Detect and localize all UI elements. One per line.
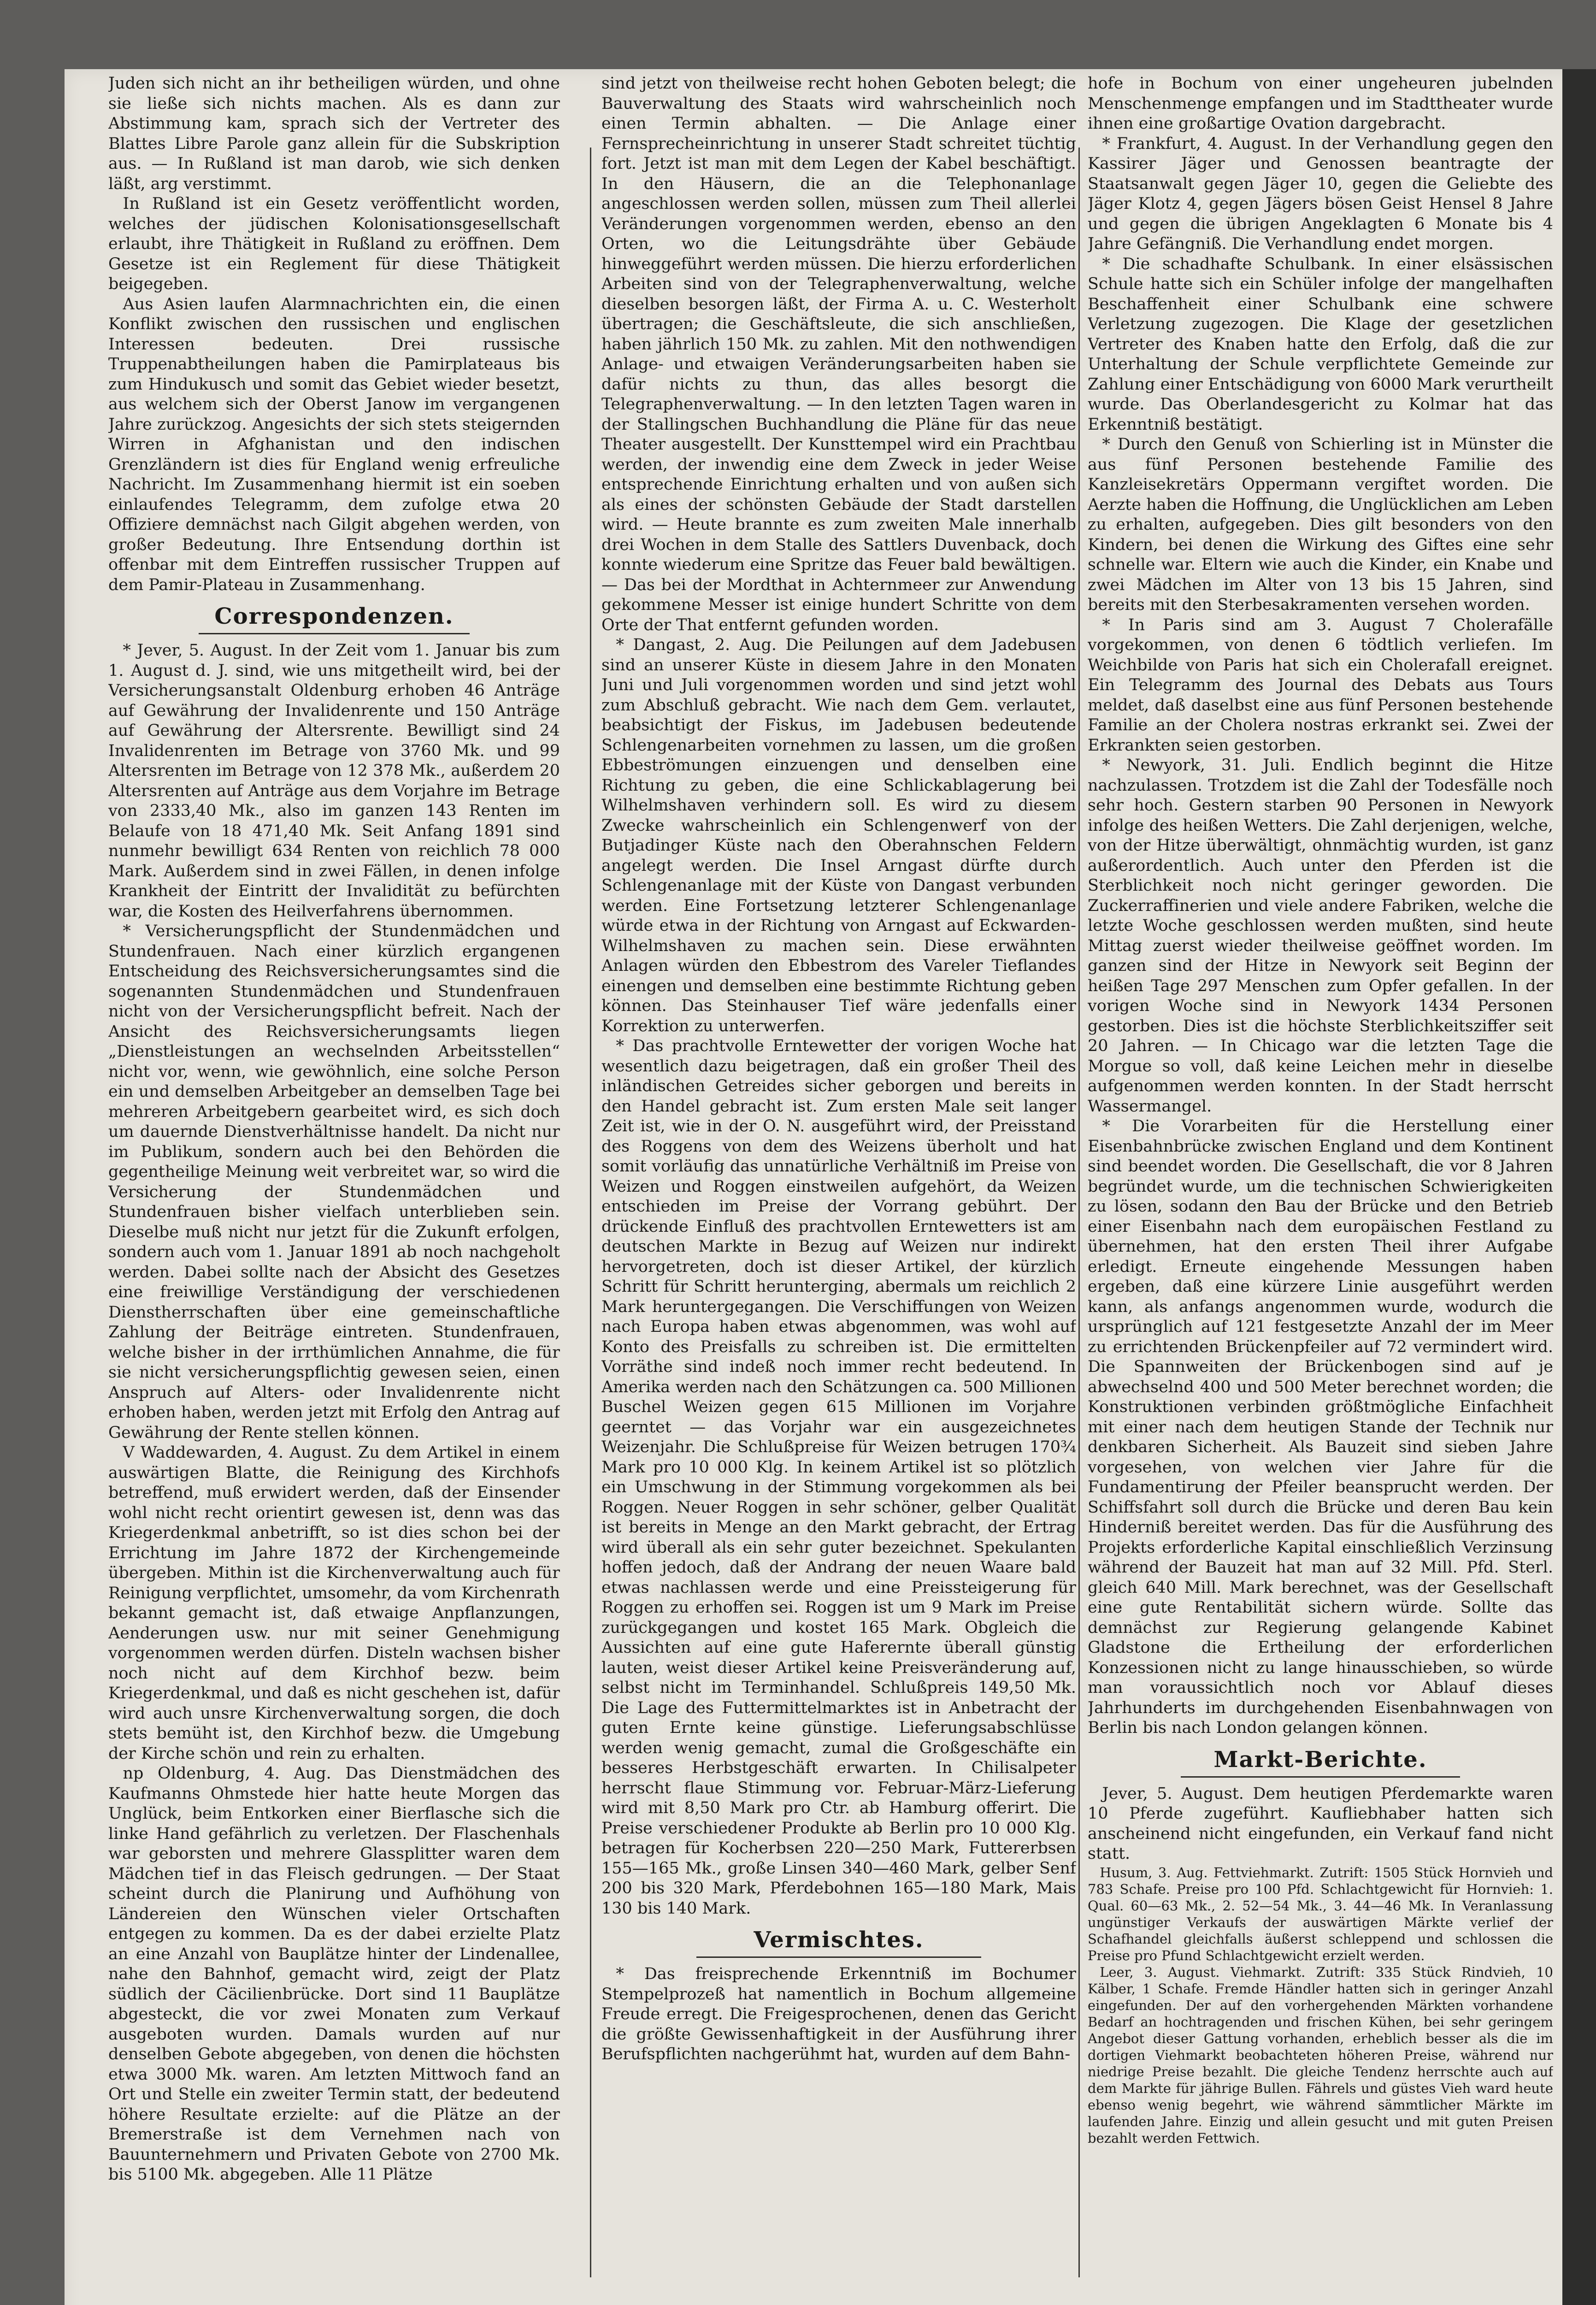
article-paragraph: * Durch den Genuß von Schierling ist in Münster die aus fünf Personen bestehende Familie des Kanzleisekretärs Oppermann vergiftet worden. Die Aerzte haben die Hoffnung, die Unglücklichen am Leben zu erhalten, aufgegeben. Dies gilt besonders von den Kindern, bei denen die Wirkung des Giftes eine sehr schnelle war. Eltern wie auch die Kinder, ein Knabe und zwei Mädchen im Alter von 13 bis 15 Jahren, sind bereits mit den Sterbesakramenten versehen worden.	[1088, 435, 1553, 614]
article-paragraph: V Waddewarden, 4. August. Zu dem Artikel in einem auswärtigen Blatte, die Reinigung des Kirchhofs betreffend, muß erwidert werden, daß der Einsender wohl nicht recht orientirt gewesen ist, denn was das Kriegerdenkmal anbetrifft, so ist dies schon bei der Errichtung im Jahre 1872 der Kirchengemeinde übergeben. Mithin ist die Kirchenverwaltung auch für Reinigung verpflichtet, umsomehr, da vom Kirchenrath bekannt gemacht ist, daß etwaige Anpflanzungen, Aenderungen usw. nur mit seiner Genehmigung vorgenommen werden dürfen. Disteln wachsen bisher noch nicht auf dem Kirchhof bezw. beim Kriegerdenkmal, und daß es nicht geschehen ist, dafür wird auch unsre Kirchenverwaltung sorgen, die doch stets bemüht ist, den Kirchhof bezw. die Umgebung der Kirche schön und rein zu erhalten.	[108, 1443, 560, 1763]
column-1	[108, 74, 560, 2273]
article-paragraph: Juden sich nicht an ihr betheiligen würden, und ohne sie ließe sich nichts machen. Als es dann zur Abstimmung kam, sprach sich der Vertreter des Blattes Libre Parole ganz allein für die Subskription aus. — In Rußland ist man darob, wie sich denken läßt, arg verstimmt.	[108, 74, 560, 193]
article-paragraph: * Die Vorarbeiten für die Herstellung einer Eisenbahnbrücke zwischen England und dem Kontinent sind beendet worden. Die Gesellschaft, die vor 8 Jahren begründet wurde, um die technischen Schwierigkeiten zu lösen, sodann den Bau der Brücke und den Betrieb einer Eisenbahn nach dem europäischen Festland zu übernehmen, hat den ersten Theil ihrer Aufgabe erledigt. Erneute eingehende Messungen haben ergeben, daß eine kürzere Linie ausgeführt werden kann, als anfangs angenommen wurde, wodurch die ursprünglich auf 121 festgesetzte Anzahl der im Meer zu errichtenden Brückenpfeiler auf 72 vermindert wird. Die Spannweiten der Brückenbogen sind auf je abwechselnd 400 und 500 Meter berechnet worden; die Konstruktionen verbinden größtmögliche Einfachheit mit einer nach dem heutigen Stande der Technik nur denkbaren Sicherheit. Als Bauzeit sind sieben Jahre vorgesehen, von welchen vier Jahre für die Fundamentirung der Pfeiler beansprucht werden. Der Schiffsfahrt soll durch die Brücke und deren Bau kein Hinderniß bereitet werden. Das für die Ausführung des Projekts erforderliche Kapital einschließlich Verzinsung während der Bauzeit hat man auf 32 Mill. Pfd. Sterl. gleich 640 Mill. Mark berechnet, was der Gesellschaft eine gute Rentabilität sichern würde. Sollte das demnächst zur Regierung gelangende Kabinet Gladstone die Ertheilung der erforderlichen Konzessionen nicht zu lange hinausschieben, so würde man voraussichtlich noch vor Ablauf dieses Jahrhunderts im durchgehenden Eisenbahnwagen von Berlin bis nach London gelangen können.	[1088, 1117, 1553, 1737]
article-paragraph: * Die schadhafte Schulbank. In einer elsässischen Schule hatte sich ein Schüler infolge der mangelhaften Beschaffenheit einer Schulbank eine schwere Verletzung zugezogen. Die Klage der gesetzlichen Vertreter des Knaben hatte den Erfolg, daß die zur Unterhaltung der Schule verpflichtete Gemeinde zur Zahlung einer Entschädigung von 6000 Mark verurtheilt wurde. Das Oberlandesgericht zu Kolmar hat das Erkenntniß bestätigt.	[1088, 254, 1553, 434]
article-paragraph: * In Paris sind am 3. August 7 Cholerafälle vorgekommen, von denen 6 tödtlich verliefen. Im Weichbilde von Paris hat sich ein Cholerafall ereignet. Ein Telegramm des Journal des Debats aus Tours meldet, daß daselbst eine aus fünf Personen bestehende Familie an der Cholera nostras erkrankt sei. Zwei der Erkrankten seien gestorben.	[1088, 615, 1553, 755]
article-paragraph: In Rußland ist ein Gesetz veröffentlicht worden, welches der jüdischen Kolonisationsgesellschaft erlaubt, ihre Thätigkeit in Rußland zu eröffnen. Dem Gesetze ist ein Reglement für diese Thätigkeit beigegeben.	[108, 195, 560, 293]
article-paragraph: * Das freisprechende Erkenntniß im Bochumer Stempelprozeß hat namentlich in Bochum allgemeine Freude erregt. Die Freigesprochenen, denen das Gericht die größte Gewissenhaftigkeit in der Ausführung ihrer Berufspflichten nachgerühmt hat, wurden auf dem Bahn-	[601, 1965, 1076, 2063]
article-paragraph: * Jever, 5. August. In der Zeit vom 1. Januar bis zum 1. August d. J. sind, wie uns mitgetheilt wird, bei der Versicherungsanstalt Oldenburg erhoben 46 Anträge auf Gewährung der Invalidenrente und 150 Anträge auf Gewährung der Altersrente. Bewilligt sind 24 Invalidenrenten im Betrage von 3760 Mk. und 99 Altersrenten im Betrage von 12 378 Mk., außerdem 20 Altersrenten auf Anträge aus dem Vorjahre im Betrage von 2333,40 Mk., also im ganzen 143 Renten im Belaufe von 18 471,40 Mk. Seit Anfang 1891 sind nunmehr bewilligt 634 Renten von reichlich 78 000 Mark. Außerdem sind in zwei Fällen, in denen infolge Krankheit der Eintritt der Invalidität zu befürchten war, die Kosten des Heilverfahrens übernommen.	[108, 641, 560, 921]
column-rule	[1078, 148, 1080, 2277]
column-rule	[590, 148, 591, 2277]
article-paragraph: Husum, 3. Aug. Fettviehmarkt. Zutrift: 1505 Stück Hornvieh und 783 Schafe. Preise pro 100 Pfd. Schlachtgewicht für Hornvieh: 1. Qual. 60—63 Mk., 2. 52—54 Mk., 3. 44—46 Mk. In Veranlassung ungünstiger Verkaufs der auswärtigen Märkte verlief der Schafhandel gleichfalls äußerst schleppend und schlossen die Preise pro Pfund Schlachtgewicht erzielt werden.	[1088, 1864, 1553, 1963]
article-paragraph: hofe in Bochum von einer ungeheuren jubelnden Menschenmenge empfangen und im Stadttheater wurde ihnen eine großartige Ovation dargebracht.	[1088, 74, 1553, 133]
article-paragraph: Aus Asien laufen Alarmnachrichten ein, die einen Konflikt zwischen den russischen und englischen Interessen bedeuten. Drei russische Truppenabtheilungen haben die Pamirplateaus bis zum Hindukusch und somit das Gebiet wieder besetzt, aus welchem sich der Oberst Janow im vergangenen Jahre zurückzog. Angesichts der sich stets steigernden Wirren in Afghanistan und den indischen Grenzländern ist dies für England wenig erfreuliche Nachricht. Im Zusammenhang hiermit ist ein soeben einlaufendes Telegramm, dem zufolge etwa 20 Offiziere demnächst nach Gilgit abgehen werden, von großer Bedeutung. Ihre Entsendung dorthin ist offenbar mit dem Eintreffen russischer Truppen auf dem Pamir-Plateau in Zusammenhang.	[108, 295, 560, 594]
article-paragraph: np Oldenburg, 4. Aug. Das Dienstmädchen des Kaufmanns Ohmstede hier hatte heute Morgen das Unglück, beim Entkorken einer Bierflasche sich die linke Hand gefährlich zu verletzen. Der Flaschenhals war geborsten und mehrere Glassplitter waren dem Mädchen tief in das Fleisch gedrungen. — Der Staat scheint durch die Planirung und Aufhöhung von Ländereien den Wünschen vieler Ortschaften entgegen zu kommen. Da es der dabei erzielte Platz an eine Anzahl von Bauplätze hinter der Lindenallee, nahe den Bahnhof, gemacht wird, zeigt der Platz südlich der Cäcilienbrücke. Dort sind 11 Bauplätze abgesteckt, die vor zwei Monaten zum Verkauf ausgeboten wurden. Damals wurden auf nur denselben Gebote abgegeben, von denen die höchsten etwa 3000 Mk. waren. Am letzten Mittwoch fand an Ort und Stelle ein zweiter Termin statt, der bedeutend höhere Resultate erzielte: auf die Plätze an der Bremerstraße ist dem Vernehmen nach von Bauunternehmern und Privaten Gebote von 2700 Mk. bis 5100 Mk. abgegeben. Alle 11 Plätze	[108, 1764, 560, 2184]
article-paragraph: * Dangast, 2. Aug. Die Peilungen auf dem Jadebusen sind an unserer Küste in diesem Jahre in den Monaten Juni und Juli vorgenommen worden und sind jetzt wohl zum Abschluß gebracht. Wie nach dem Gem. verlautet, beabsichtigt der Fiskus, im Jadebusen bedeutende Schlengenarbeiten vornehmen zu lassen, um die großen Ebbeströmungen einzuengen und denselben eine Richtung zu geben, die eine Schlickablagerung bei Wilhelmshaven verhindern soll. Es wird zu diesem Zwecke wahrscheinlich ein Schlengenwerf von der Butjadinger Küste nach den Oberahnschen Feldern angelegt werden. Die Insel Arngast dürfte durch Schlengenanlage mit der Küste von Dangast verbunden werden. Eine Fortsetzung letzterer Schlengenanlage würde etwa in der Richtung von Arngast auf Eckwarden-Wilhelmshaven zu machen sein. Diese erwähnten Anlagen würden den Ebbestrom des Vareler Tieflandes einengen und demselben eine bestimmte Richtung geben können. Das Steinhauser Tief wäre jedenfalls einer Korrektion zu unterwerfen.	[601, 636, 1076, 1035]
article-paragraph: Jever, 5. August. Dem heutigen Pferdemarkte waren 10 Pferde zugeführt. Kaufliebhaber hatten sich anscheinend nicht eingefunden, ein Verkauf fand nicht statt.	[1088, 1784, 1553, 1863]
article-paragraph: * Das prachtvolle Erntewetter der vorigen Woche hat wesentlich dazu beigetragen, daß ein großer Theil des inländischen Getreides sicher geborgen und bereits in den Handel gebracht ist. Zum ersten Male seit langer Zeit ist, wie in der O. N. ausgeführt wird, der Preisstand des Roggens von dem des Weizens überholt und hat somit vorläufig das unnatürliche Verhältniß im Preise von Weizen und Roggen einstweilen aufgehört, da Weizen entschieden im Preise der Vorrang gebührt. Der drückende Einfluß des prachtvollen Erntewetters ist am deutschen Markte in Bezug auf Weizen nur indirekt hervorgetreten, doch ist dieser Artikel, der kürzlich Schritt für Schritt herunterging, abermals um reichlich 2 Mark heruntergegangen. Die Verschiffungen von Weizen nach Europa haben etwas abgenommen, was wohl auf Konto des Preisfalls zu schreiben ist. Die ermittelten Vorräthe sind indeß noch immer recht bedeutend. In Amerika werden nach den Schätzungen ca. 500 Millionen Buschel Weizen gegen 615 Millionen im Vorjahre geerntet — das Vorjahr war ein ausgezeichnetes Weizenjahr. Die Schlußpreise für Weizen betrugen 170¾ Mark pro 10 000 Klg. In keinem Artikel ist so plötzlich ein Umschwung in der Stimmung vorgekommen als bei Roggen. Neuer Roggen in sehr schöner, gelber Qualität ist bereits in Menge an den Markt gebracht, der Ertrag wird überall als ein sehr guter bezeichnet. Spekulanten hoffen jedoch, daß der Andrang der neuen Waare bald etwas nachlassen werde und eine Preissteigerung für Roggen zu erhoffen sei. Roggen ist um 9 Mark im Preise zurückgegangen und kostet 165 Mark. Obgleich die Aussichten auf eine gute Haferernte überall günstig lauten, weist dieser Artikel keine Preisveränderung auf, selbst nicht im Terminhandel. Schlußpreis 149,50 Mk. Die Lage des Futtermittelmarktes ist in Anbetracht der guten Ernte keine günstige. Lieferungsabschlüsse werden wenig gemacht, zumal die Großgeschäfte ein besseres Herbstgeschäft erwarten. In Chilisalpeter herrscht flaue Stimmung vor. Februar-März-Lieferung wird mit 8,50 Mark pro Ctr. ab Hamburg offerirt. Die Preise verschiedener Produkte ab Berlin pro 10 000 Klg. betragen für Kocherbsen 220—250 Mark, Futtererbsen 155—165 Mk., große Linsen 340—460 Mark, gelber Senf 200 bis 320 Mark, Pferdebohnen 165—180 Mark, Mais 130 bis 140 Mark.	[601, 1037, 1076, 1918]
column-2	[601, 74, 1076, 2273]
article-paragraph: * Newyork, 31. Juli. Endlich beginnt die Hitze nachzulassen. Trotzdem ist die Zahl der Todesfälle noch sehr hoch. Gestern starben 90 Personen in Newyork infolge des heißen Wetters. Die Zahl derjenigen, welche, von der Hitze überwältigt, ohnmächtig wurden, ist ganz außerordentlich. Auch unter den Pferden ist die Sterblichkeit noch nicht geringer geworden. Die Zuckerraffinerien und viele andere Fabriken, welche die letzte Woche geschlossen werden mußten, sind heute Mittag zuerst wieder theilweise geöffnet worden. Im ganzen sind der Hitze in Newyork seit Beginn der heißen Tage 297 Menschen zum Opfer gefallen. In der vorigen Woche sind in Newyork 1434 Personen gestorben. Dies ist die höchste Sterblichkeitsziffer seit 20 Jahren. — In Chicago war die letzten Tage die Morgue so voll, daß keine Leichen mehr in dieselbe aufgenommen werden konnten. In der Stadt herrscht Wassermangel.	[1088, 756, 1553, 1116]
section-heading: Correspondenzen.	[108, 603, 560, 634]
section-heading: Vermischtes.	[601, 1927, 1076, 1958]
article-paragraph: * Frankfurt, 4. August. In der Verhandlung gegen den Kassirer Jäger und Genossen beantragte der Staatsanwalt gegen Jäger 10, gegen die Geliebte des Jäger Klotz 4, gegen Jägers bösen Geist Hensel 8 Jahre und gegen die übrigen Angeklagten 6 Monate bis 4 Jahre Gefängniß. Die Verhandlung endet morgen.	[1088, 134, 1553, 253]
article-paragraph: sind jetzt von theilweise recht hohen Geboten belegt; die Bauverwaltung des Staats wird wahrscheinlich noch einen Termin abhalten. — Die Anlage einer Fernsprecheinrichtung in unserer Stadt schreitet tüchtig fort. Jetzt ist man mit dem Legen der Kabel beschäftigt. In den Häusern, die an die Telephonanlage angeschlossen werden sollen, müssen zum Theil allerlei Veränderungen vorgenommen werden, ebenso an den Orten, wo die Leitungsdrähte über Gebäude hinweggeführt werden müssen. Die hierzu erforderlichen Arbeiten sind von der Telegraphenverwaltung, welche dieselben besorgen läßt, der Firma A. u. C. Westerholt übertragen; die Geschäftsleute, die sich anschließen, haben jährlich 150 Mk. zu zahlen. Mit den nothwendigen Anlage- und etwaigen Veränderungsarbeiten haben sie dafür nichts zu thun, das alles besorgt die Telegraphenverwaltung. — In den letzten Tagen waren in der Stallingschen Buchhandlung die Pläne für das neue Theater ausgestellt. Der Kunsttempel wird ein Prachtbau werden, der inwendig eine dem Zweck in jeder Weise entsprechende Einrichtung erhalten und von außen sich als eines der schönsten Gebäude der Stadt darstellen wird. — Heute brannte es zum zweiten Male innerhalb drei Wochen in dem Stalle des Sattlers Duvenback, doch konnte wiederum eine Spritze das Feuer bald bewältigen. — Das bei der Mordthat in Achternmeer zur Anwendung gekommene Messer ist einige hundert Schritte von dem Orte der That entfernt gefunden worden.	[601, 74, 1076, 634]
article-paragraph: * Versicherungspflicht der Stundenmädchen und Stundenfrauen. Nach einer kürzlich ergangenen Entscheidung des Reichsversicherungsamtes sind die sogenannten Stundenmädchen und Stundenfrauen nicht von der Versicherungspflicht befreit. Nach der Ansicht des Reichsversicherungsamts liegen „Dienstleistungen an wechselnden Arbeitsstellen“ nicht vor, wenn, wie gewöhnlich, eine solche Person ein und demselben Arbeitgeber an demselben Tage bei mehreren Arbeitgebern gearbeitet wird, es sich doch um dauernde Dienstverhältnisse handelt. Da nicht nur im Publikum, sondern auch bei den Behörden die gegentheilige Meinung weit verbreitet war, so wird die Versicherung der Stundenmädchen und Stundenfrauen bisher vielfach unterblieben sein. Dieselbe muß nicht nur jetzt für die Zukunft erfolgen, sondern auch vom 1. Januar 1891 ab noch nachgeholt werden. Dabei sollte nach der Absicht des Gesetzes eine freiwillige Verständigung der verschiedenen Dienstherrschaften über eine gemeinschaftliche Zahlung der Beiträge eintreten. Stundenfrauen, welche bisher in der irrthümlichen Annahme, die für sie nicht versicherungspflichtig gewesen seien, einen Anspruch auf Alters- oder Invalidenrente nicht erhoben haben, werden jetzt mit Erfolg den Antrag auf Gewährung der Rente stellen können.	[108, 922, 560, 1442]
section-heading: Markt-Berichte.	[1088, 1747, 1553, 1778]
article-paragraph: Leer, 3. August. Viehmarkt. Zutrift: 335 Stück Rindvieh, 10 Kälber, 1 Schafe. Fremde Händler hatten sich in geringer Anzahl eingefunden. Der auf den vorhergehenden Märkten vorhandene Bedarf an hochtragenden und frischen Kühen, bei sehr geringem Angebot dieser Gattung vorhanden, erheblich besser als die im dortigen Viehmarkt beobachteten höheren Preise, während nur niedrige Preise bezahlt. Die gleiche Tendenz herrschte auch auf dem Markte für jährige Bullen. Fährels und güstes Vieh ward heute ebenso wenig begehrt, wie während sämmtlicher Märkte im laufenden Jahre. Einzig und allein gesucht und mit guten Preisen bezahlt werden Fettwich.	[1088, 1964, 1553, 2146]
column-3	[1088, 74, 1553, 2273]
page-edge	[1562, 69, 1596, 2305]
